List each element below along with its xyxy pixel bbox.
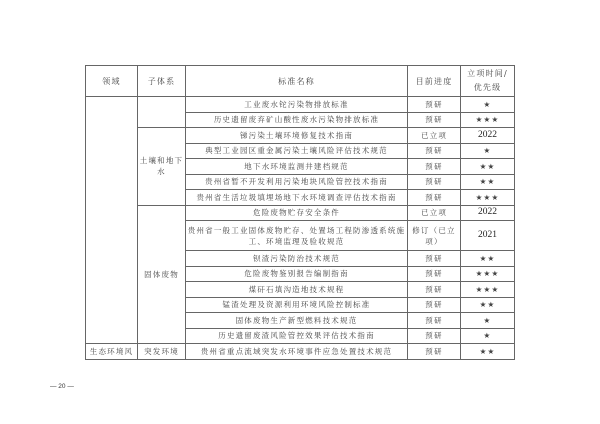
table-row bbox=[86, 128, 515, 144]
priority-cell: ★★ bbox=[461, 251, 515, 267]
priority-cell: ★★ bbox=[461, 159, 515, 175]
standard-name: 贵州省重点流域突发水环境事件应急处置技术规范 bbox=[186, 344, 408, 360]
standard-name: 锑污染土壤环境修复技术指南 bbox=[186, 128, 408, 144]
standard-name: 危险废物鉴别报告编制指南 bbox=[186, 266, 408, 282]
page-number: — 20 — bbox=[50, 383, 74, 390]
standard-name: 贵州省一般工业固体废物贮存、处置场工程防渗透系统施工、环境监理及验收规范 bbox=[186, 221, 408, 251]
standard-name: 历史遗留废渣风险管控效果评估技术指南 bbox=[186, 328, 408, 344]
table-row bbox=[86, 205, 515, 221]
priority-cell: ★★★ bbox=[461, 282, 515, 298]
standard-name: 煤矸石填沟造地技术规程 bbox=[186, 282, 408, 298]
subsystem-cell: 固体废物 bbox=[138, 205, 186, 344]
priority-cell: 2021 bbox=[461, 221, 515, 251]
progress-cell: 预研 bbox=[408, 297, 461, 313]
progress-cell: 预研 bbox=[408, 112, 461, 128]
progress-cell: 预研 bbox=[408, 251, 461, 267]
subsystem-cell bbox=[138, 97, 186, 128]
progress-cell: 已立项 bbox=[408, 205, 461, 221]
domain-cell bbox=[86, 97, 138, 344]
priority-cell: 2022 bbox=[461, 205, 515, 221]
progress-cell: 预研 bbox=[408, 328, 461, 344]
header-row bbox=[86, 66, 515, 97]
progress-cell: 预研 bbox=[408, 266, 461, 282]
priority-cell: ★★★ bbox=[461, 266, 515, 282]
progress-cell: 预研 bbox=[408, 344, 461, 360]
standard-name: 钡渣污染防治技术规范 bbox=[186, 251, 408, 267]
progress-cell: 预研 bbox=[408, 97, 461, 113]
priority-cell: ★ bbox=[461, 97, 515, 113]
header-priority bbox=[461, 66, 515, 97]
progress-cell: 预研 bbox=[408, 313, 461, 329]
progress-cell: 修订（已立项） bbox=[408, 221, 461, 251]
priority-cell: ★ bbox=[461, 313, 515, 329]
standards-table bbox=[85, 65, 515, 360]
table-row bbox=[86, 97, 515, 113]
standard-name: 工业废水铊污染物排放标准 bbox=[186, 97, 408, 113]
subsystem-cell: 土壤和地下水 bbox=[138, 128, 186, 206]
header-standard-name: 标准名称 bbox=[186, 66, 408, 97]
standard-name: 地下水环境监测井建档规范 bbox=[186, 159, 408, 175]
domain-cell: 生态环境风 bbox=[86, 344, 138, 360]
progress-cell: 已立项 bbox=[408, 128, 461, 144]
priority-cell: ★★ bbox=[461, 297, 515, 313]
progress-cell: 预研 bbox=[408, 143, 461, 159]
priority-cell: ★★ bbox=[461, 344, 515, 360]
priority-cell: ★★ bbox=[461, 174, 515, 190]
header-progress: 目前进度 bbox=[408, 66, 461, 97]
progress-cell: 预研 bbox=[408, 174, 461, 190]
standard-name: 历史遗留废弃矿山酸性废水污染物排放标准 bbox=[186, 112, 408, 128]
header-domain: 领域 bbox=[86, 66, 138, 97]
header-subsystem: 子体系 bbox=[138, 66, 186, 97]
priority-cell: ★ bbox=[461, 328, 515, 344]
priority-cell: ★★★ bbox=[461, 112, 515, 128]
subsystem-cell: 突发环境 bbox=[138, 344, 186, 360]
standard-name: 固体废物生产新型燃料技术规范 bbox=[186, 313, 408, 329]
priority-cell: ★★★ bbox=[461, 190, 515, 206]
progress-cell: 预研 bbox=[408, 159, 461, 175]
progress-cell: 预研 bbox=[408, 190, 461, 206]
progress-cell: 预研 bbox=[408, 282, 461, 298]
standard-name: 锰渣处理及资源利用环境风险控制标准 bbox=[186, 297, 408, 313]
standard-name: 贵州省生活垃圾填埋场地下水环境调查评估技术指南 bbox=[186, 190, 408, 206]
table-row bbox=[86, 344, 515, 360]
header-priority-line2: 优先级 bbox=[473, 83, 502, 92]
header-priority-line1: 立项时间/ bbox=[467, 69, 508, 78]
standard-name: 贵州省暂不开发利用污染地块风险管控技术指南 bbox=[186, 174, 408, 190]
priority-cell: ★ bbox=[461, 143, 515, 159]
standard-name: 典型工业园区重金属污染土壤风险评估技术规范 bbox=[186, 143, 408, 159]
priority-cell: 2022 bbox=[461, 128, 515, 144]
standard-name: 危险废物贮存安全条件 bbox=[186, 205, 408, 221]
